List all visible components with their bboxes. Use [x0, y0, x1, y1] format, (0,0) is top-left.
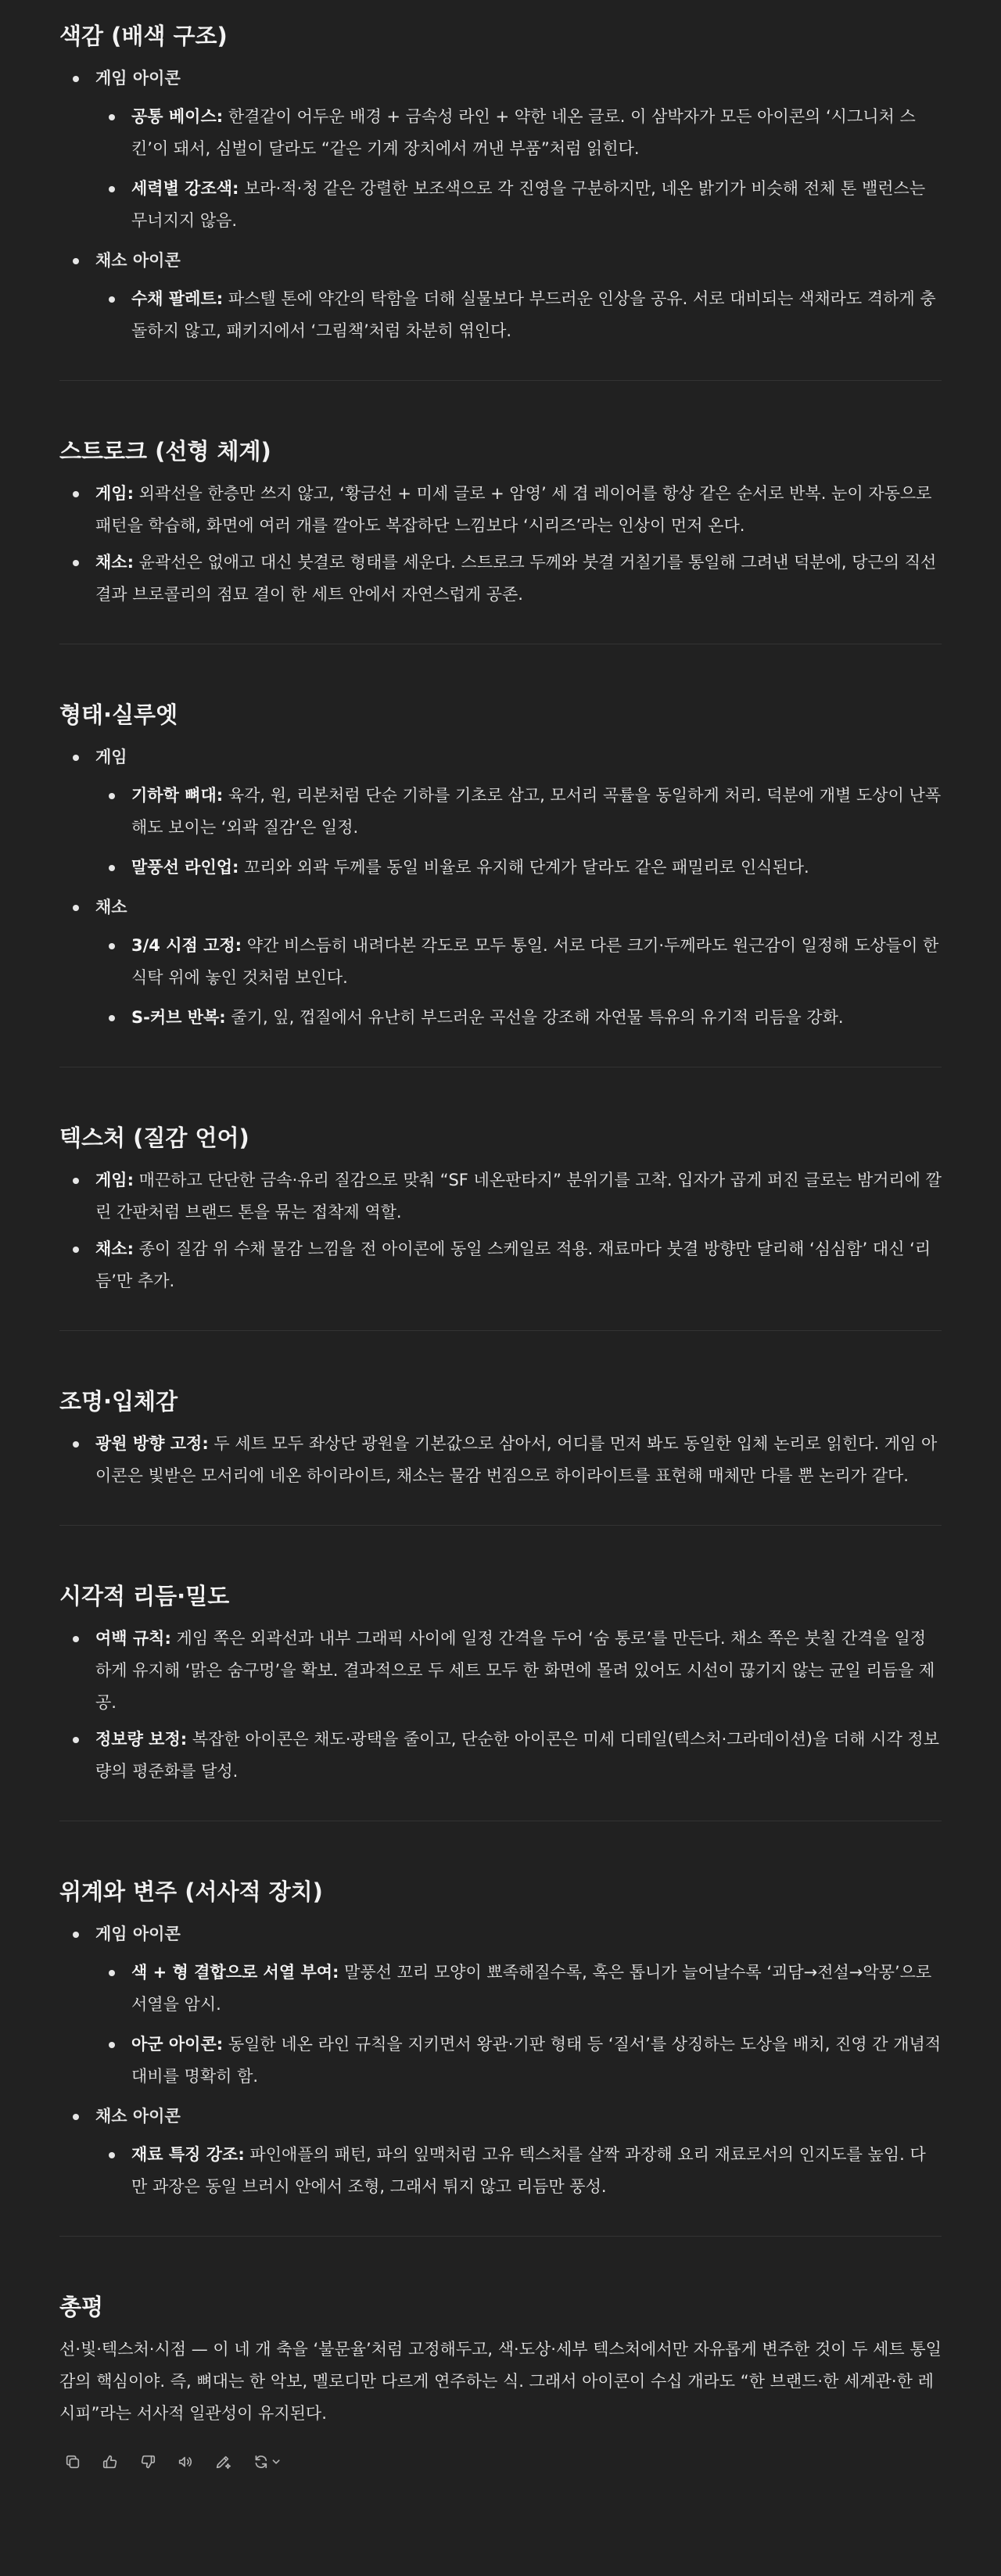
read-aloud-button[interactable] — [172, 2449, 199, 2475]
item-text: 파스텔 톤에 약간의 탁함을 더해 실물보다 부드러운 인상을 공유. 서로 대비되는 색채라도 격하게 충돌하지 않고, 패키지에서 ‘그림책’처럼 차분히 엮인다. — [131, 289, 936, 340]
list-item — [59, 1724, 942, 1788]
good-response-button[interactable] — [97, 2449, 124, 2475]
group-label: 채소 아이콘 — [95, 251, 181, 270]
list-item — [95, 930, 942, 994]
group-item — [59, 63, 942, 237]
edit-button[interactable] — [210, 2449, 236, 2475]
item-text: 육각, 원, 리본처럼 단순 기하를 기초로 삼고, 모서리 곡률을 동일하게 처리. 덕분에 개별 도상이 난폭해도 보이는 ‘외곽 질감’은 일정. — [131, 786, 942, 837]
section-divider — [59, 1330, 942, 1331]
item-text: 약간 비스듬히 내려다본 각도로 모두 통일. 서로 다른 크기·두께라도 원근감이 일정해 도상들이 한 식탁 위에 놓인 것처럼 보인다. — [131, 936, 939, 987]
group-item — [59, 1918, 942, 2093]
response-content — [59, 0, 942, 2475]
thumbs-down-icon — [139, 2453, 156, 2470]
list-item — [95, 283, 942, 347]
group-label: 게임 아이콘 — [95, 1925, 181, 1943]
section-divider — [59, 2236, 942, 2237]
group-item — [59, 245, 942, 347]
item-term: 3/4 시점 고정: — [131, 936, 242, 955]
list-item — [95, 1002, 942, 1034]
item-text: 줄기, 잎, 껍질에서 유난히 부드러운 곡선을 강조해 자연물 특유의 유기적 리듬을 강화. — [225, 1008, 844, 1027]
group-label: 채소 — [95, 898, 127, 917]
edit-icon — [214, 2453, 231, 2470]
item-text: 파인애플의 패턴, 파의 잎맥처럼 고유 텍스처를 살짝 과장해 요리 재료로서의 인지도를 높임. 다만 과장은 동일 브러시 안에서 조형, 그래서 튀지 않고 리듬만 풍성. — [131, 2145, 926, 2196]
item-text: 윤곽선은 없애고 대신 붓결로 형태를 세운다. 스트로크 두께와 붓결 거칠기를 통일해 그려낸 덕분에, 당근의 직선 결과 브로콜리의 점묘 결이 한 세트 안에서 자연스럽게 공존. — [95, 553, 937, 604]
section-title: 총평 — [59, 2294, 104, 2320]
section-title: 조명·입체감 — [59, 1388, 178, 1415]
item-term: 말풍선 라인업: — [131, 858, 239, 877]
item-text: 보라·적·청 같은 강렬한 보조색으로 각 진영을 구분하지만, 네온 밝기가 비슷해 전체 톤 밸런스는 무너지지 않음. — [131, 179, 926, 230]
group-item — [59, 741, 942, 884]
item-text: 매끈하고 단단한 금속·유리 질감으로 맞춰 “SF 네온판타지” 분위기를 고착. 입자가 곱게 퍼진 글로는 밤거리에 깔린 간판처럼 브랜드 톤을 묶는 접착제 역할. — [95, 1171, 942, 1222]
list-item — [95, 173, 942, 237]
section-title: 색감 (배색 구조) — [59, 23, 228, 49]
item-text: 동일한 네온 라인 규칙을 지키면서 왕관·기판 형태 등 ‘질서’를 상징하는 도상을 배치, 진영 간 개념적 대비를 명확히 함. — [131, 2035, 942, 2086]
bad-response-button[interactable] — [135, 2449, 161, 2475]
read-aloud-icon — [177, 2453, 194, 2470]
section-hierarchy — [59, 1873, 942, 2203]
regenerate-button[interactable] — [247, 2449, 289, 2475]
list-item — [59, 1164, 942, 1229]
item-term: 세력별 강조색: — [131, 179, 239, 198]
item-term: S-커브 반복: — [131, 1008, 226, 1027]
item-text: 꼬리와 외곽 두께를 동일 비율로 유지해 단계가 달라도 같은 패밀리로 인식된다. — [239, 858, 809, 877]
item-term: 정보량 보정: — [95, 1730, 188, 1749]
list-item — [95, 2029, 942, 2093]
item-text: 게임 쪽은 외곽선과 내부 그래픽 사이에 일정 간격을 두어 ‘숨 통로’를 만든다. 채소 쪽은 붓칠 간격을 일정하게 유지해 ‘맑은 숨구멍’을 확보. 결과적으로 두 세트 모두 한 화면에 몰려 있어도 시선이 끊기지 않는 균일 리듬을 제공. — [95, 1629, 935, 1712]
regenerate-icon — [252, 2453, 285, 2470]
section-title: 텍스처 (질감 언어) — [59, 1125, 249, 1151]
item-text: 복잡한 아이콘은 채도·광택을 줄이고, 단순한 아이콘은 미세 디테일(텍스처·그라데이션)을 더해 시각 정보량의 평준화를 달성. — [95, 1730, 939, 1781]
section-shape — [59, 696, 942, 1034]
item-term: 아군 아이콘: — [131, 2035, 224, 2054]
section-divider — [59, 380, 942, 381]
item-term: 여백 규칙: — [95, 1629, 171, 1648]
copy-icon — [64, 2453, 81, 2470]
item-term: 광원 방향 고정: — [95, 1434, 209, 1453]
section-stroke — [59, 432, 942, 611]
section-divider — [59, 1525, 942, 1526]
item-text: 말풍선 꼬리 모양이 뾰족해질수록, 혹은 톱니가 늘어날수록 ‘괴담→전설→악몽’으로 서열을 암시. — [131, 1963, 932, 2014]
list-item — [59, 478, 942, 542]
list-item — [95, 1957, 942, 2021]
item-term: 재료 특징 강조: — [131, 2145, 245, 2164]
list-item — [59, 1428, 942, 1492]
copy-button[interactable] — [59, 2449, 86, 2475]
item-text: 종이 질감 위 수채 물감 느낌을 전 아이콘에 동일 스케일로 적용. 재료마다 붓결 방향만 달리해 ‘심심함’ 대신 ‘리듬’만 추가. — [95, 1240, 931, 1290]
list-item — [95, 852, 942, 884]
item-term: 채소: — [95, 553, 134, 572]
list-item — [95, 101, 942, 165]
section-color — [59, 17, 942, 347]
item-term: 수채 팔레트: — [131, 289, 224, 308]
list-item — [59, 547, 942, 611]
section-texture — [59, 1119, 942, 1297]
section-title: 위계와 변주 (서사적 장치) — [59, 1878, 323, 1905]
list-item — [95, 780, 942, 844]
section-summary — [59, 2288, 942, 2430]
item-text: 한결같이 어두운 배경 + 금속성 라인 + 약한 네온 글로. 이 삼박자가 모든 아이콘의 ‘시그니처 스킨’이 돼서, 심벌이 달라도 “같은 기계 장치에서 꺼낸 부품”처럼 읽힌다. — [131, 107, 916, 158]
item-text: 두 세트 모두 좌상단 광원을 기본값으로 삼아서, 어디를 먼저 봐도 동일한 입체 논리로 읽힌다. 게임 아이콘은 빛받은 모서리에 네온 하이라이트, 채소는 물감 번짐으로 하이라이트를 표현해 매체만 다를 뿐 논리가 같다. — [95, 1434, 938, 1485]
list-item — [95, 2139, 942, 2203]
section-lighting — [59, 1383, 942, 1492]
item-term: 게임: — [95, 1171, 134, 1189]
section-title: 시각적 리듬·밀도 — [59, 1583, 230, 1609]
section-rhythm — [59, 1577, 942, 1788]
section-title: 형태·실루엣 — [59, 701, 178, 728]
message-action-bar — [59, 2449, 942, 2475]
item-term: 공통 베이스: — [131, 107, 224, 126]
item-term: 채소: — [95, 1240, 134, 1258]
group-label: 게임 아이콘 — [95, 69, 181, 88]
list-item — [59, 1623, 942, 1719]
list-item — [59, 1233, 942, 1297]
item-term: 색 + 형 결합으로 서열 부여: — [131, 1963, 339, 1982]
item-term: 기하학 뼈대: — [131, 786, 224, 805]
item-text: 외곽선을 한층만 쓰지 않고, ‘황금선 + 미세 글로 + 암영’ 세 겹 레이어를 항상 같은 순서로 반복. 눈이 자동으로 패턴을 학습해, 화면에 여러 개를 깔아도 복잡하단 느낌보다 ‘시리즈’라는 인상이 먼저 온다. — [95, 484, 932, 535]
summary-text: 선·빛·텍스처·시점 — 이 네 개 축을 ‘불문율’처럼 고정해두고, 색·도상·세부 텍스처에서만 자유롭게 변주한 것이 두 세트 통일감의 핵심이야. 즉, 뼈대는 한 악보, 멜로디만 다르게 연주하는 식. 그래서 아이콘이 수십 개라도 “한 브랜드·한 세계관·한 레시피”라는 서사적 일관성이 유지된다. — [59, 2340, 942, 2423]
item-term: 게임: — [95, 484, 134, 503]
group-item — [59, 892, 942, 1034]
group-label: 게임 — [95, 748, 127, 766]
section-title: 스트로크 (선형 체계) — [59, 438, 271, 465]
group-item — [59, 2101, 942, 2203]
thumbs-up-icon — [102, 2453, 119, 2470]
group-label: 채소 아이콘 — [95, 2107, 181, 2126]
